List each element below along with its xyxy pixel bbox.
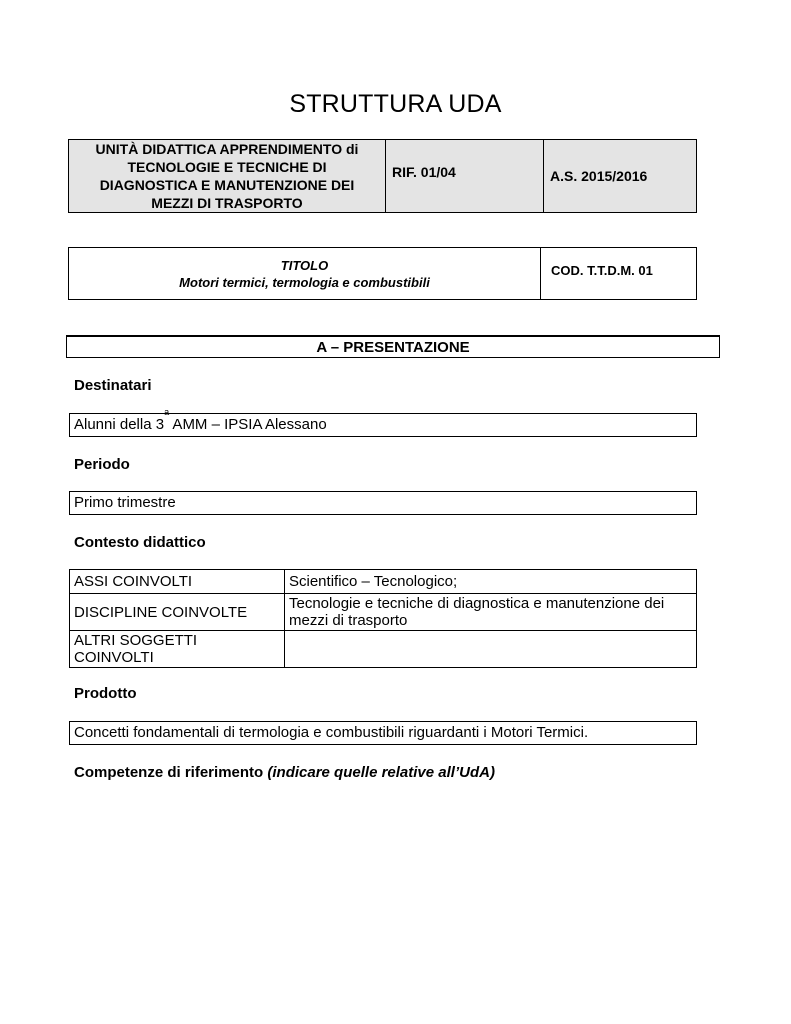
ref-value: RIF. 01/04 [392, 164, 456, 180]
ref-cell [386, 140, 544, 213]
unit-line: DIAGNOSTICA E MANUTENZIONE DEI [99, 177, 355, 193]
destinatari-label: Destinatari [74, 377, 152, 394]
destinatari-value-sup: a [164, 407, 170, 417]
school-year-value: A.S. 2015/2016 [550, 168, 648, 184]
destinatari-value-pre: Alunni della 3 [74, 416, 165, 433]
section-a-heading: A – PRESENTAZIONE [66, 336, 720, 358]
header-table [68, 139, 697, 213]
prodotto-label: Prodotto [74, 685, 137, 702]
context-key: ALTRI SOGGETTI COINVOLTI [70, 631, 285, 668]
document-title: STRUTTURA UDA [289, 90, 502, 118]
title-table [68, 247, 697, 300]
contesto-label: Contesto didattico [74, 534, 206, 551]
destinatari-box [69, 407, 697, 437]
table-row [70, 594, 697, 631]
context-key: DISCIPLINE COINVOLTE [70, 594, 285, 631]
context-value: Tecnologie e tecniche di diagnostica e manutenzione dei mezzi di trasporto [285, 594, 697, 631]
prodotto-box: Concetti fondamentali di termologia e combustibili riguardanti i Motori Termici. [69, 721, 697, 745]
context-table [69, 569, 697, 668]
unit-line: UNITÀ DIDATTICA APPRENDIMENTO di [95, 141, 359, 157]
competenze-label-text: Competenze di riferimento [74, 764, 264, 781]
table-row [70, 570, 697, 594]
periodo-label: Periodo [74, 456, 130, 473]
code-value: COD. T.T.D.M. 01 [551, 263, 653, 278]
periodo-box: Primo trimestre [69, 491, 697, 515]
code-cell [541, 248, 697, 300]
school-year-cell [544, 140, 697, 213]
title-heading: TITOLO [280, 257, 329, 273]
title-subtitle: Motori termici, termologia e combustibili [179, 274, 430, 290]
destinatari-value-post: AMM – IPSIA Alessano [169, 416, 327, 433]
unit-cell [69, 140, 386, 213]
competenze-label [74, 764, 495, 781]
unit-line: MEZZI DI TRASPORTO [151, 195, 303, 211]
competenze-note: (indicare quelle relative all’UdA) [267, 764, 495, 781]
context-value [285, 631, 697, 668]
unit-line: TECNOLOGIE E TECNICHE DI [127, 159, 327, 175]
title-cell [69, 248, 541, 300]
table-row [70, 631, 697, 668]
context-key: ASSI COINVOLTI [70, 570, 285, 594]
context-value: Scientifico – Tecnologico; [285, 570, 697, 594]
